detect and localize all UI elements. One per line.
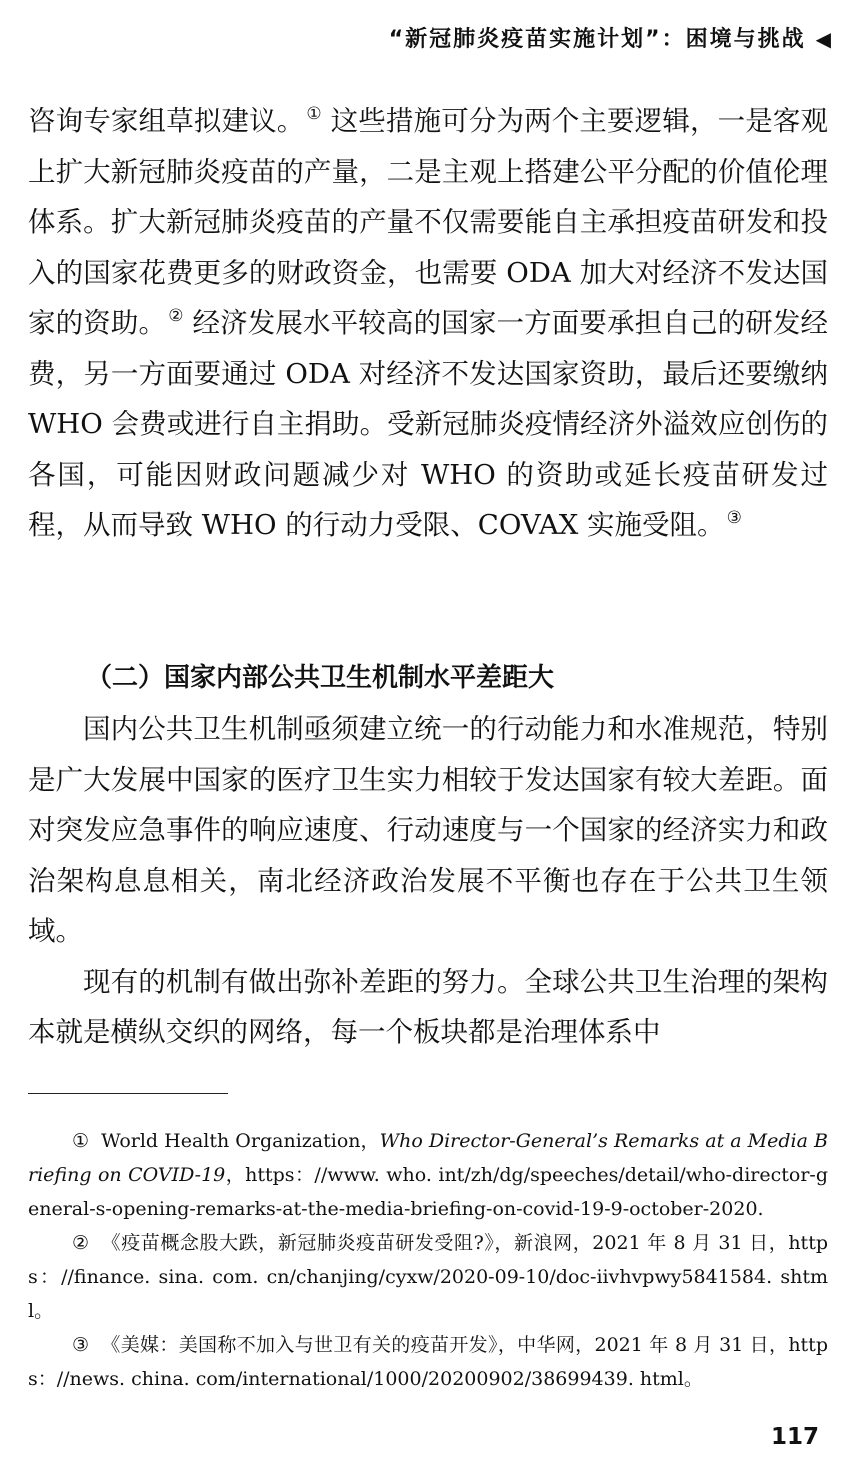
- section-heading: （二）国家内部公共卫生机制水平差距大: [86, 663, 555, 693]
- paragraph-text: 咨询专家组草拟建议。: [28, 105, 305, 137]
- running-title: “新冠肺炎疫苗实施计划”：困境与挑战: [388, 27, 806, 52]
- paragraph-text: 经济发展水平较高的国家一方面要承担自己的研发经费，另一方面要通过 ODA 对经济不发达国家资助，最后还要缴纳 WHO 会费或进行自主捐助。受新冠肺炎疫情经济外溢效应创伤的各国，可能因财政问题减少对 WHO 的资助或延长疫苗研发过程，从而导致 WHO 的行动力受限、COVAX 实施受阻。: [28, 307, 829, 541]
- footnote-ref-2[interactable]: ②: [168, 306, 184, 326]
- body-paragraph-3: 现有的机制有做出弥补差距的努力。全球公共卫生治理的架构本就是横纵交织的网络，每一个板块都是治理体系中: [28, 965, 828, 1048]
- footnotes: [28, 1124, 828, 1396]
- footnote-mark: ②: [72, 1232, 90, 1254]
- footnote-text: 《美媒：美国称不加入与世卫有关的疫苗开发》，中华网，2021 年 8 月 31 日，https：//news. china. com/international/1000/20200902/38699439. html。: [28, 1334, 828, 1390]
- footnote-2: [28, 1226, 828, 1328]
- body-section-2: [28, 704, 828, 1058]
- footnote-ref-3[interactable]: ③: [726, 508, 742, 528]
- paragraph-text: 这些措施可分为两个主要逻辑，一是客观上扩大新冠肺炎疫苗的产量，二是主观上搭建公平分配的价值伦理体系。扩大新冠肺炎疫苗的产量不仅需要能自主承担疫苗研发和投入的国家花费更多的财政资金，也需要 ODA 加大对经济不发达国家的资助。: [28, 105, 829, 339]
- footnote-text: 《疫苗概念股大跌，新冠肺炎疫苗研发受阻?》，新浪网，2021 年 8 月 31 日，https：//finance. sina. com. cn/chanjing/cyxw/2020-09-10/doc-iivhvpwy5841584. shtml。: [28, 1232, 828, 1322]
- page-number: 117: [770, 1424, 819, 1450]
- footnote-mark: ③: [72, 1334, 90, 1356]
- footnote-text: World Health Organization，: [101, 1130, 380, 1152]
- footnote-divider: [28, 1093, 228, 1094]
- footnote-mark: ①: [72, 1130, 90, 1152]
- footnote-3: [28, 1328, 828, 1396]
- footnote-ref-1[interactable]: ①: [306, 104, 322, 124]
- footnote-1: [28, 1124, 828, 1226]
- left-arrow-icon: ◀: [815, 27, 833, 51]
- body-paragraph-1: [28, 96, 828, 551]
- body-paragraph-2: 国内公共卫生机制亟须建立统一的行动能力和水准规范，特别是广大发展中国家的医疗卫生实力相较于发达国家有较大差距。面对突发应急事件的响应速度、行动速度与一个国家的经济实力和政治架构息息相关，南北经济政治发展不平衡也存在于公共卫生领域。: [28, 713, 828, 947]
- footnote-italic-title: Who Director-General’s Remarks at a Media Briefing on COVID-19: [28, 1130, 828, 1186]
- running-header: [73, 22, 833, 53]
- footnote-url[interactable]: ，https：//www. who. int/zh/dg/speeches/detail/who-director-general-s-opening-remarks-at-the-media-briefing-on-covid-19-9-october-2020.: [28, 1164, 828, 1220]
